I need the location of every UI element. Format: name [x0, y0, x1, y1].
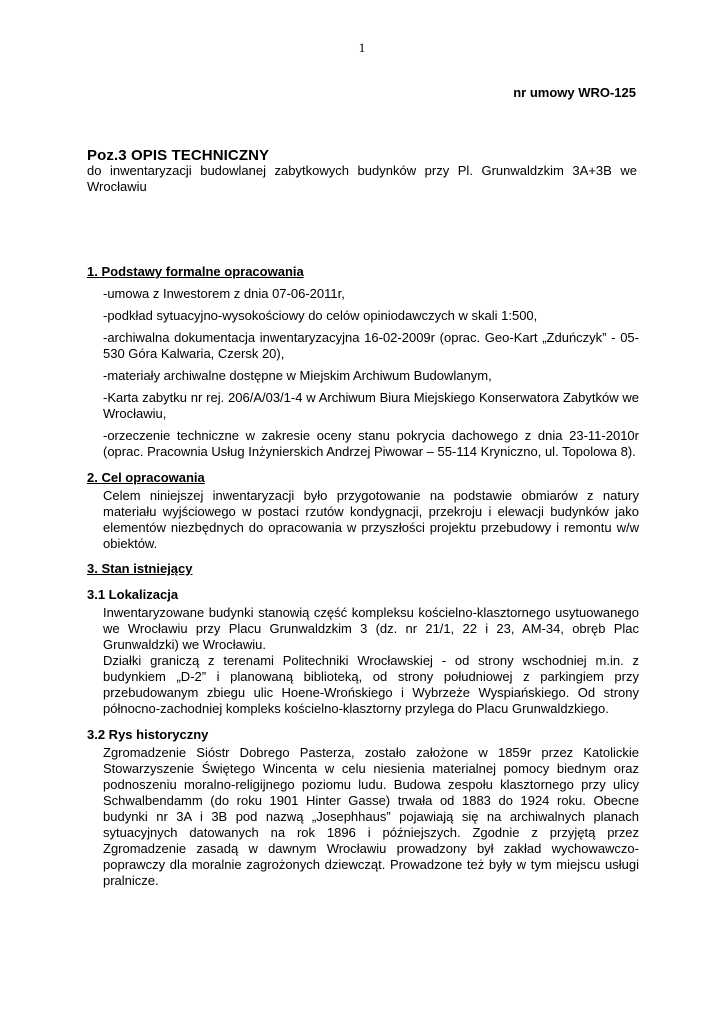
paragraph: Celem niniejszej inwentaryzacji było przygotowanie na podstawie obmiarów z natury materiału wyjściowego w postaci rzutów kondygnacji, przekroju i elewacji budynków jako elementów niezbędnych do opracowania w przyszłości projektu przebudowy i remontu w/w obiektów. [103, 488, 639, 551]
section-heading: 2. Cel opracowania [87, 470, 205, 485]
document-subtitle: do inwentaryzacji budowlanej zabytkowych budynków przy Pl. Grunwaldzkim 3A+3B we Wrocławiu [87, 163, 637, 194]
page-number: 1 [358, 40, 366, 55]
section-heading: 3. Stan istniejący [87, 561, 193, 576]
section-podstawy [87, 264, 639, 460]
list-item: -materiały archiwalne dostępne w Miejskim Archiwum Budowlanym, [103, 368, 492, 383]
document-title: Poz.3 OPIS TECHNICZNY [87, 147, 270, 164]
list-item: -archiwalna dokumentacja inwentaryzacyjna 16-02-2009r (oprac. Geo-Kart „Zduńczyk” - 05-530 Góra Kalwaria, Czersk 20), [103, 330, 639, 361]
section-heading: 1. Podstawy formalne opracowania [87, 264, 304, 279]
subsection-heading: 3.2 Rys historyczny [87, 727, 209, 742]
paragraph: Inwentaryzowane budynki stanowią część kompleksu kościelno-klasztornego usytuowanego we Wrocławiu przy Placu Grunwaldzkim 3 (dz. nr 21/1, 22 i 23, AM-34, obręb Plac Grunwaldzki) we Wrocławiu. [103, 605, 639, 652]
subsection-heading: 3.1 Lokalizacja [87, 587, 179, 602]
contract-number: nr umowy WRO-125 [513, 85, 636, 100]
paragraph: Zgromadzenie Sióstr Dobrego Pasterza, zostało założone w 1859r przez Katolickie Stowarzyszenie Świętego Wincenta w celu niesienia materialnej pomocy biednym oraz podnoszeniu moralno-religijnego poziomu ludu. Budowa zespołu klasztornego przy ulicy Schwalbendamm (do roku 1901 Hinter Gasse) trwała od 1883 do 1924 roku. Obecne budynki nr 3A i 3B pod nazwą „Josephhaus” pojawiają się na archiwalnych planach sytuacyjnych datowanych na rok 1896 i późniejszych. Zgodnie z przyjętą przez Zgromadzenie zasadą w dawnym Wrocławiu prowadzony był zakład wychowawczo-poprawczy dla moralnie zagrożonych dziewcząt. Prowadzone też były w tym miejscu usługi pralnicze. [103, 745, 639, 888]
list-item: -umowa z Inwestorem z dnia 07-06-2011r, [103, 286, 345, 301]
section-cel [87, 470, 639, 552]
paragraph: Działki graniczą z terenami Politechniki Wrocławskiej - od strony wschodniej m.in. z budynkiem „D-2” i planowaną biblioteką, od strony południowej z parkingiem przy przebudowanym zbiegu ulic Hoene-Wrońskiego i Wybrzeże Wyspiańskiego. Od strony północno-zachodniej kompleks kościelno-klasztorny przylega do Placu Grunwaldzkiego. [103, 653, 639, 716]
list-item: -podkład sytuacyjno-wysokościowy do celów opiniodawczych w skali 1:500, [103, 308, 538, 323]
list-item: -orzeczenie techniczne w zakresie oceny stanu pokrycia dachowego z dnia 23-11-2010r (oprac. Pracownia Usług Inżynierskich Andrzej Piwowar – 55-114 Kryniczno, ul. Topolowa 8). [103, 428, 639, 459]
document-body [87, 264, 639, 889]
section-rys-historyczny [87, 727, 639, 889]
section-stan [87, 561, 639, 577]
list-item: -Karta zabytku nr rej. 206/A/03/1-4 w Archiwum Biura Miejskiego Konserwatora Zabytków we Wrocławiu, [103, 390, 639, 421]
section-lokalizacja [87, 587, 639, 717]
